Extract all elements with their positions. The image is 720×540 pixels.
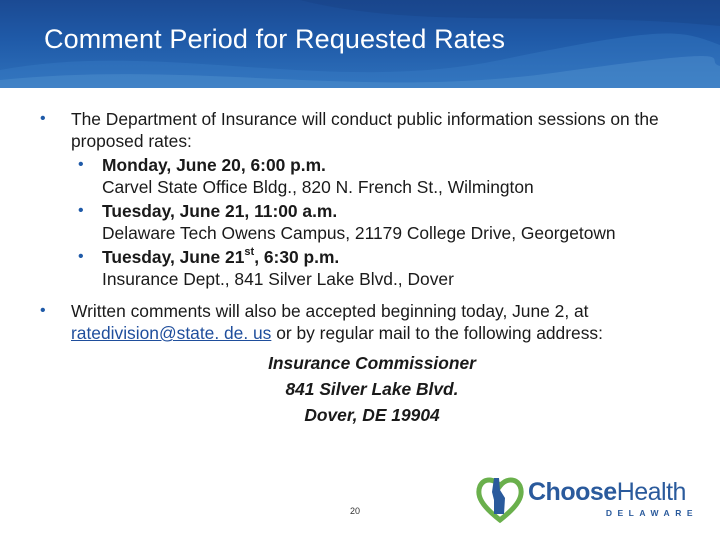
address-line-3: Dover, DE 19904 [304, 405, 440, 425]
logo-wordmark [528, 478, 686, 506]
session-date [102, 246, 700, 268]
bullet-info-sessions [30, 108, 700, 152]
delaware-heart-icon [472, 470, 528, 526]
slide-header [0, 0, 720, 88]
logo-choose-text: Choose [528, 478, 617, 506]
bullet-dot: • [40, 302, 46, 319]
address-line-2: 841 Silver Lake Blvd. [285, 379, 459, 399]
bullet-dot: • [40, 110, 46, 127]
logo-health-text: Health [616, 478, 686, 506]
mailing-address [30, 350, 682, 428]
choosehealth-delaware-logo [472, 470, 706, 526]
address-line-1: Insurance Commissioner [268, 353, 476, 373]
session-date-ordinal: st [244, 246, 255, 259]
email-link[interactable]: ratedivision@state. de. us [71, 323, 272, 343]
session-item [30, 246, 700, 290]
logo-subtitle: DELAWARE [605, 508, 698, 518]
session-location: Delaware Tech Owens Campus, 21179 College Drive, Georgetown [102, 223, 616, 243]
bullet-dot: • [78, 248, 84, 265]
written-comments-text: Written comments will also be accepted beginning today, June 2, at [71, 301, 589, 321]
slide-content [30, 108, 700, 428]
session-date: Tuesday, June 21, 11:00 a.m. [102, 201, 338, 221]
session-item [30, 154, 700, 198]
written-comments-suffix: or by regular mail to the following address: [271, 323, 603, 343]
session-date-time: , 6:30 p.m. [254, 247, 340, 267]
bullet-written-comments [30, 300, 700, 344]
slide-title: Comment Period for Requested Rates [44, 24, 506, 54]
session-location: Insurance Dept., 841 Silver Lake Blvd., Dover [102, 269, 454, 289]
bullet-dot: • [78, 156, 84, 173]
bullet-info-sessions-text: The Department of Insurance will conduct public information sessions on the proposed rates: [71, 109, 659, 151]
session-location: Carvel State Office Bldg., 820 N. French St., Wilmington [102, 177, 534, 197]
bullet-dot: • [78, 202, 84, 219]
session-date: Monday, June 20, 6:00 p.m. [102, 155, 326, 175]
page-number: 20 [349, 506, 360, 516]
session-date-main: Tuesday, June 21 [102, 247, 245, 267]
session-item [30, 200, 700, 244]
